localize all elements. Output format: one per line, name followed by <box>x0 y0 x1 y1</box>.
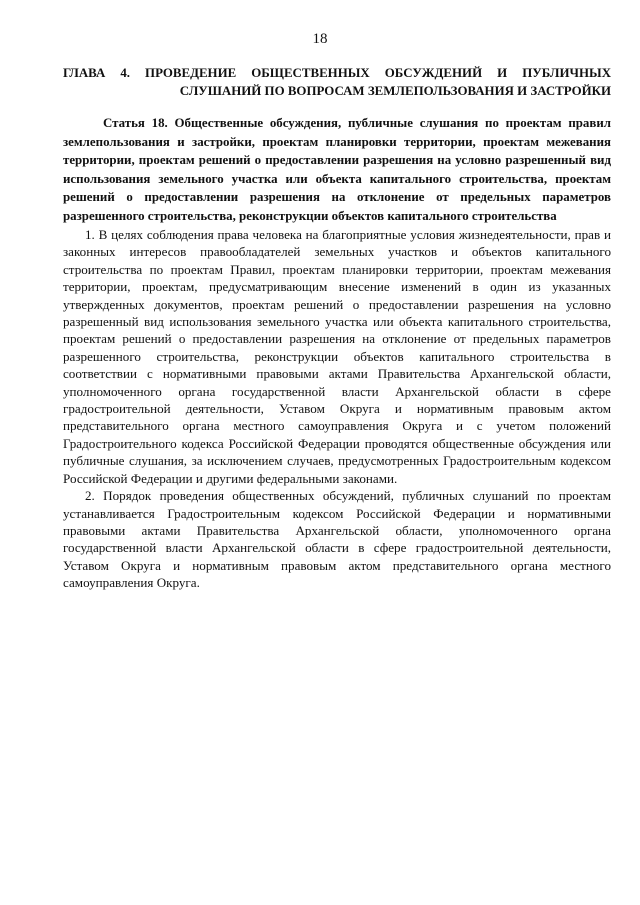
article-title <box>63 114 611 226</box>
paragraph-2: 2. Порядок проведения общественных обсуждений, публичных слушаний по проектам устанавливается Градостроительным кодексом Российской Федерации и нормативными правовыми актами Правительства Архангельской области, уполномоченного органа государственной власти Архангельской области в сфере градостроительной деятельности, Уставом Округа и нормативным правовым актом представительного органа местного самоуправления Округа. <box>63 488 611 591</box>
page-number: 18 <box>312 31 328 47</box>
article-body <box>63 226 611 592</box>
article-title-text: Статья 18. Общественные обсуждения, публичные слушания по проектам правил землепользования и застройки, проектам планировки территории, проектам межевания территории, проектам решений о предоставлении разрешения на условно разрешенный вид использования земельного участка или объекта капитального строительства, проектам решений о предоставлении разрешения на отклонение от предельных параметров разрешенного строительства, реконструкции объектов капитального строительства <box>63 116 611 223</box>
chapter-title: ГЛАВА 4. ПРОВЕДЕНИЕ ОБЩЕСТВЕННЫХ ОБСУЖДЕНИЙ И ПУБЛИЧНЫХ СЛУШАНИЙ ПО ВОПРОСАМ ЗЕМЛЕПОЛЬЗОВАНИЯ И ЗАСТРОЙКИ <box>63 66 611 98</box>
paragraph-1: 1. В целях соблюдения права человека на благоприятные условия жизнедеятельности, прав и законных интересов правообладателей земельных участков и объектов капитального строительства по проектам Правил, проектам планировки территории, проектам межевания территории, проектам, предусматривающим внесение изменений в один из указанных утвержденных документов, проектам решений о предоставлении разрешения на условно разрешенный вид использования земельного участка или объекта капитального строительства, проектам решений о предоставлении разрешения на отклонение от предельных параметров разрешенного строительства, реконструкции объектов капитального строительства в соответствии с нормативными правовыми актами Правительства Архангельской области, уполномоченного органа государственной власти Архангельской области в сфере градостроительной деятельности, Уставом Округа и нормативным правовым актом представительного органа местного самоуправления Округа и с учетом положений Градостроительного кодекса Российской Федерации проводятся общественные обсуждения или публичные слушания, за исключением случаев, предусмотренных Градостроительным кодексом Российской Федерации и другими федеральными законами. <box>63 227 611 486</box>
